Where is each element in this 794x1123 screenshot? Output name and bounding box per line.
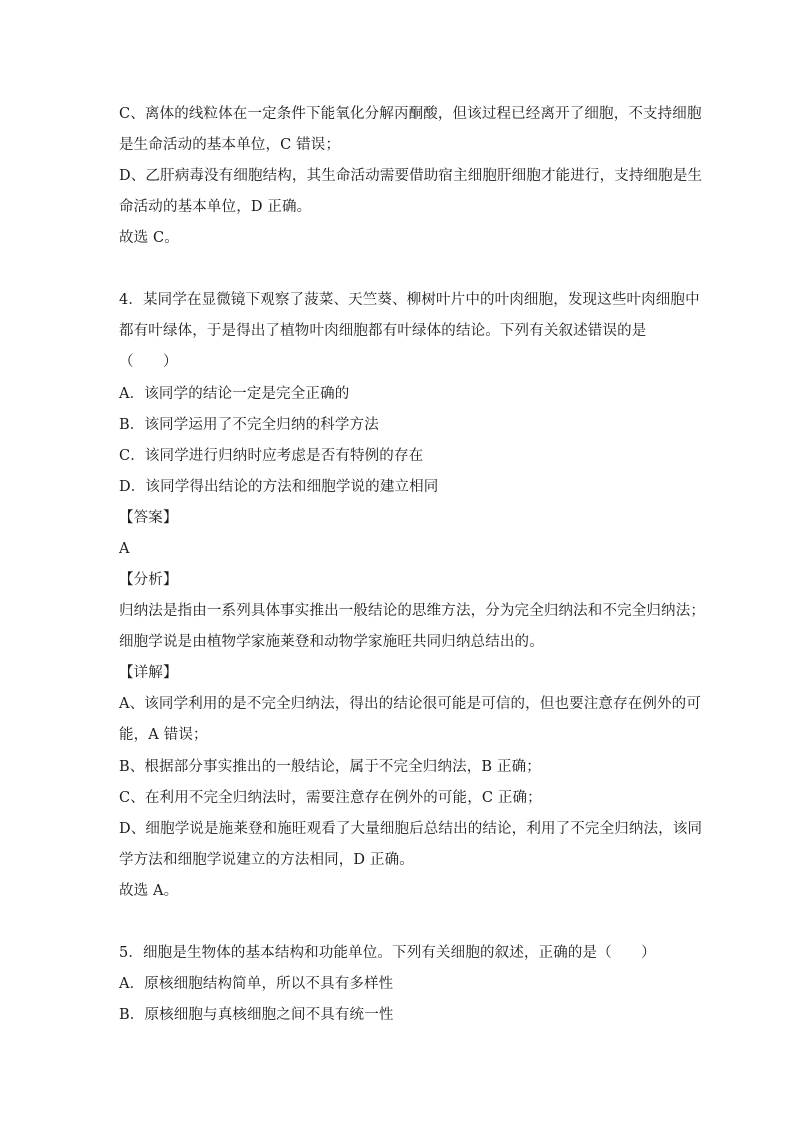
question-4-option-d: D．该同学得出结论的方法和细胞学说的建立相同 [119,479,439,495]
question-4-option-b: B．该同学运用了不完全归纳的科学方法 [119,417,379,433]
detail-b: B、根据部分事实推出的一般结论，属于不完全归纳法，B 正确； [119,759,541,775]
analysis-text-2: 细胞学说是由植物学家施莱登和动物学家施旺共同归纳总结出的。 [119,634,544,650]
text-line-q3-c-2: 是生命活动的基本单位，C 错误； [119,137,341,153]
detail-d-1: D、细胞学说是施莱登和施旺观看了大量细胞后总结出的结论，利用了不完全归纳法，该同 [119,821,703,837]
question-4-option-a: A．该同学的结论一定是完全正确的 [119,386,350,402]
detail-a-2: 能，A 错误； [119,727,208,743]
text-line-q3-choice: 故选 C。 [119,230,179,246]
question-4-option-c: C．该同学进行归纳时应考虑是否有特例的存在 [119,448,424,464]
text-line-q3-c-1: C、离体的线粒体在一定条件下能氧化分解丙酮酸，但该过程已经离开了细胞，不支持细胞 [119,106,702,122]
analysis-text-1: 归纳法是指由一系列具体事实推出一般结论的思维方法，分为完全归纳法和不完全归纳法； [119,603,705,619]
detail-d-2: 学方法和细胞学说建立的方法相同，D 正确。 [119,852,414,868]
question-5-stem: 5．细胞是生物体的基本结构和功能单位。下列有关细胞的叙述，正确的是（ ） [119,945,656,961]
text-line-q3-d-1: D、乙肝病毒没有细胞结构，其生命活动需要借助宿主细胞肝细胞才能进行，支持细胞是生 [119,168,703,184]
detail-heading: 【详解】 [119,665,178,681]
answer-heading: 【答案】 [119,510,178,526]
answer-value: A [119,541,130,557]
question-4-stem-2: 都有叶绿体，于是得出了植物叶肉细胞都有叶绿体的结论。下列有关叙述错误的是 [119,323,647,339]
text-line-q3-d-2: 命活动的基本单位，D 正确。 [119,199,312,215]
analysis-heading: 【分析】 [119,572,178,588]
detail-choice: 故选 A。 [119,883,179,899]
question-4-blank: （ ） [119,354,178,370]
question-5-option-a: A．原核细胞结构简单，所以不具有多样性 [119,976,394,992]
detail-c: C、在利用不完全归纳法时，需要注意存在例外的可能，C 正确； [119,790,542,806]
question-5-option-b: B．原核细胞与真核细胞之间不具有统一性 [119,1007,394,1023]
detail-a-1: A、该同学利用的是不完全归纳法，得出的结论很可能是可信的，但也要注意存在例外的可 [119,696,701,712]
question-4-stem-1: 4．某同学在显微镜下观察了菠菜、天竺葵、柳树叶片中的叶肉细胞，发现这些叶肉细胞中 [119,292,700,308]
